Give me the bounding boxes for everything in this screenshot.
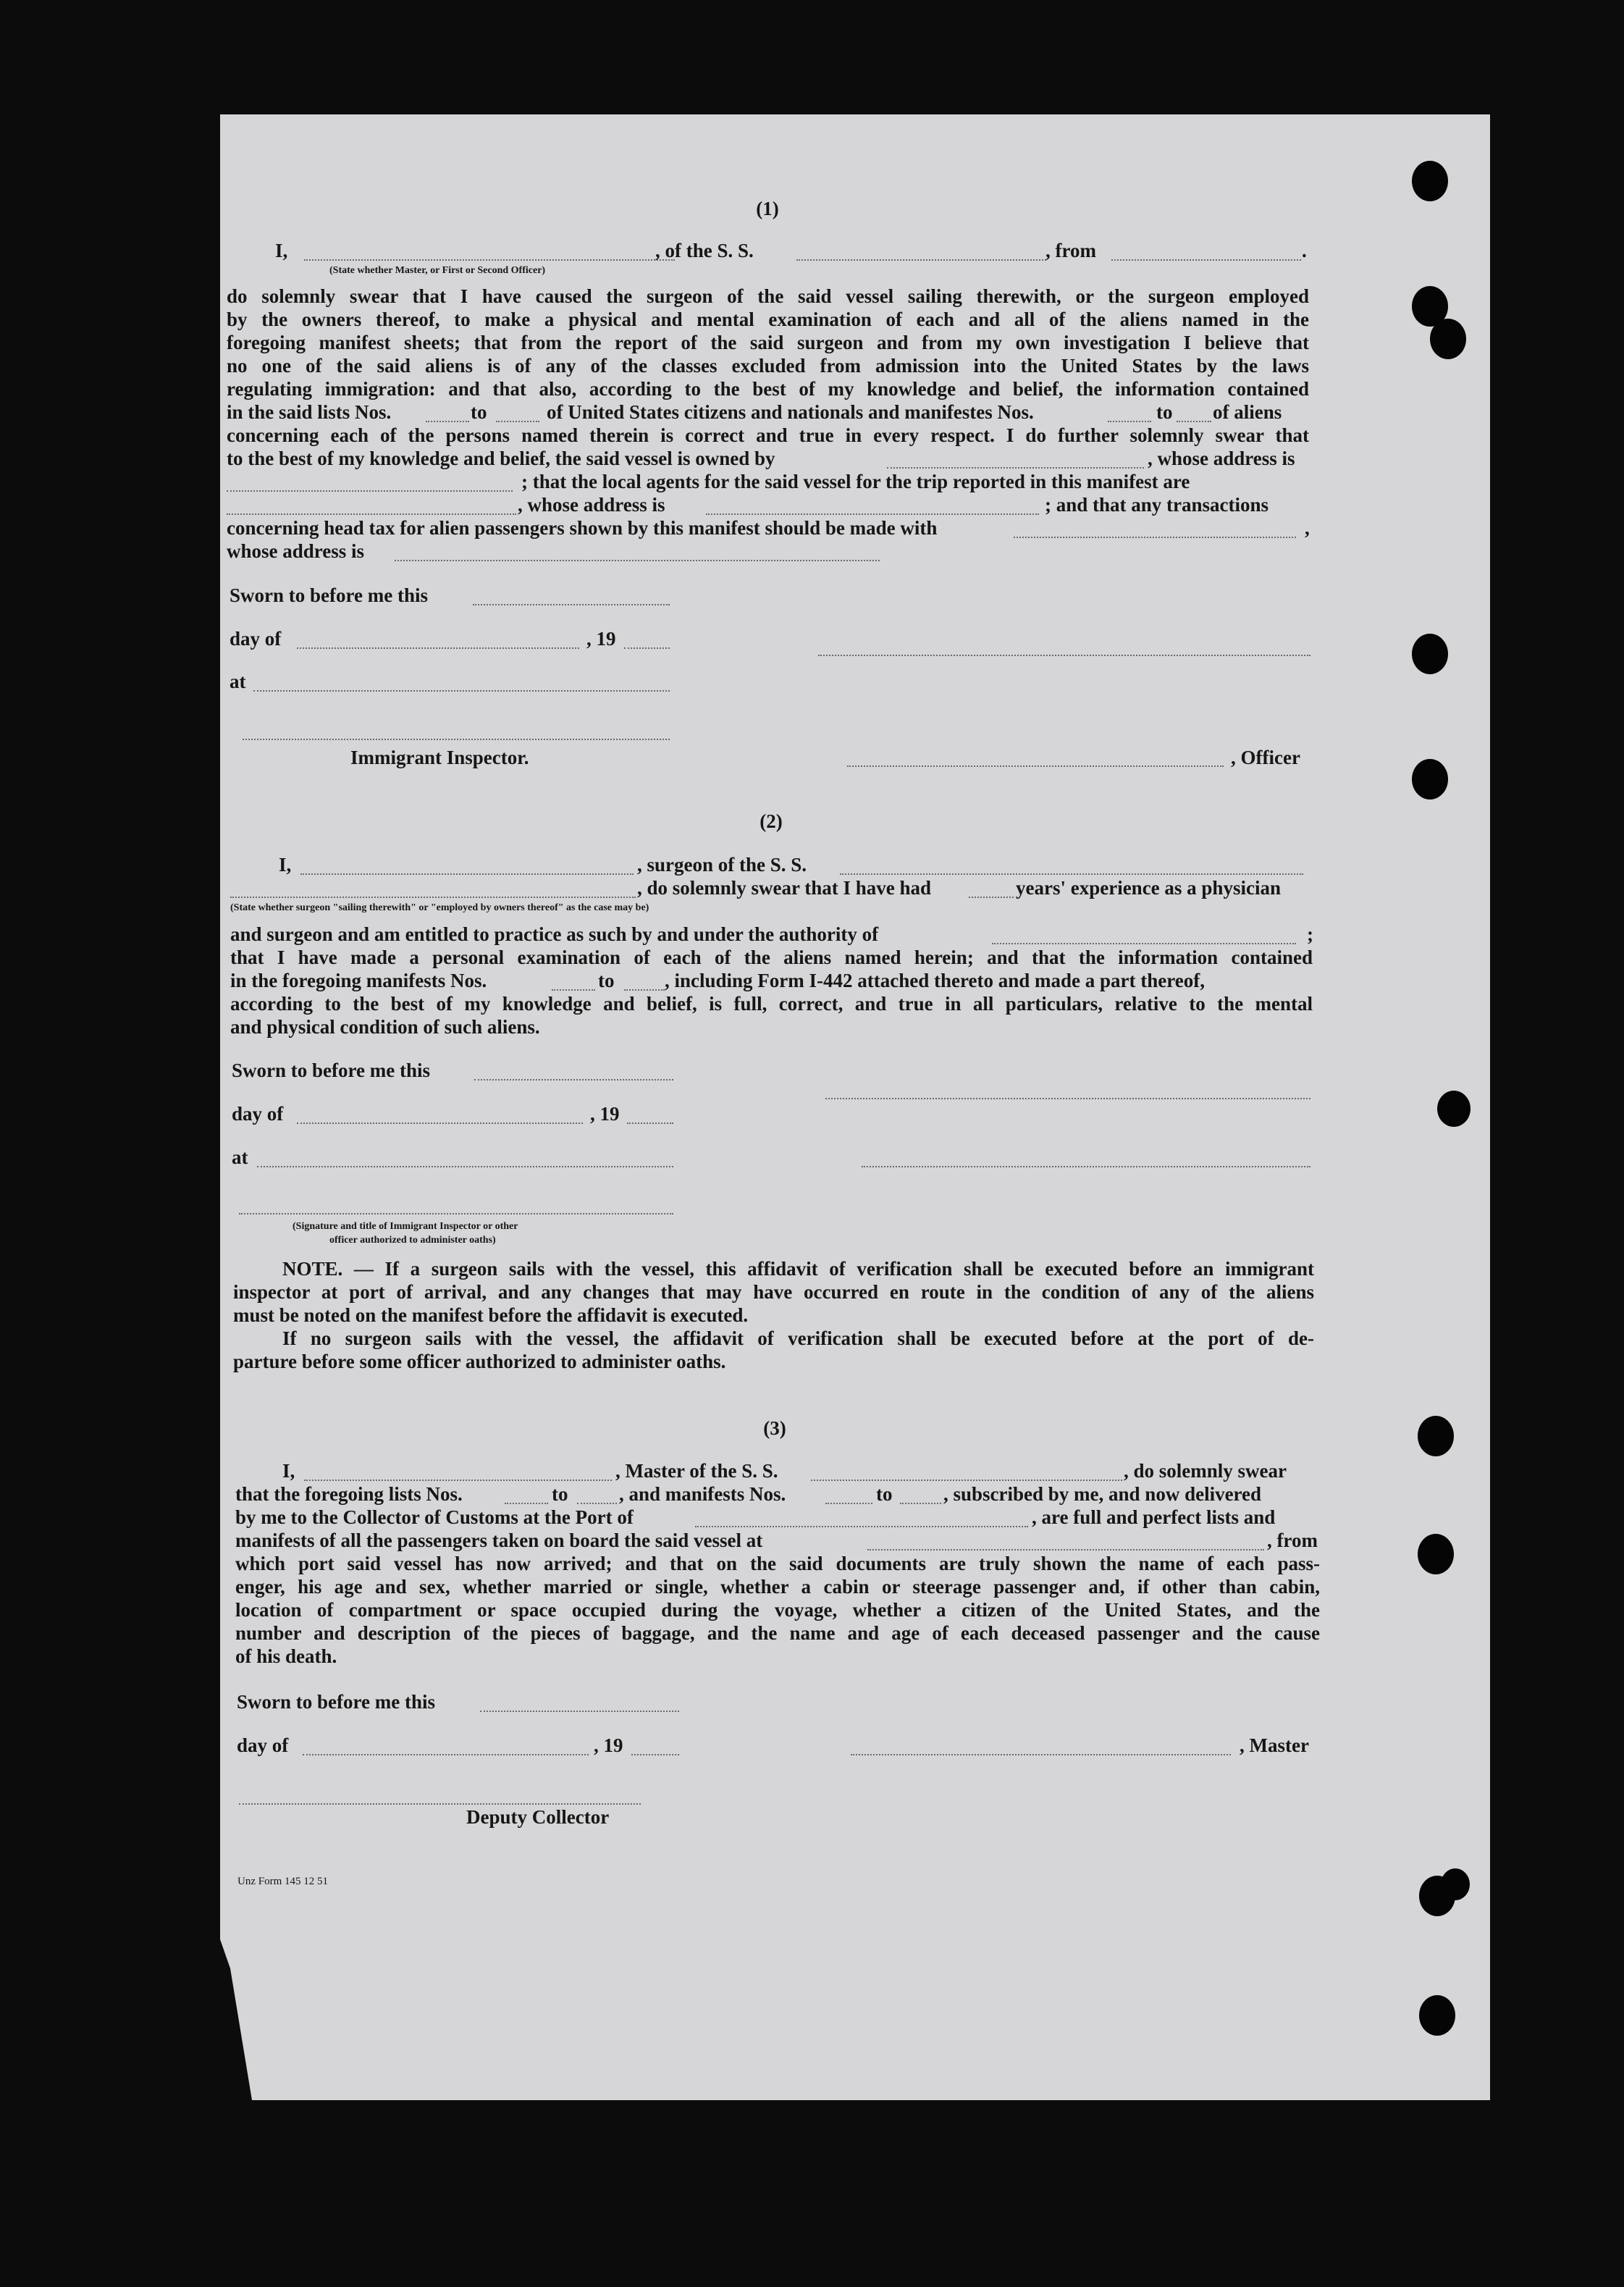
section-1-body: do solemnly swear that I have caused the surgeon of the said vessel sailing therewith, or the surgeon employed by the owners thereof, to make a physical and mental examination of each and all of the aliens named in the foregoing manifest sheets; that from the report of the said surgeon and from my own investigation I believe that no one of the said aliens is of any of the classes excluded from admission into the United States by the laws regulating immigration: and that also, according to the best of my knowledge and belief, the information contained xyxy=(227,285,1309,400)
binder-hole xyxy=(1412,634,1448,674)
sworn-day-field-2[interactable] xyxy=(474,1079,673,1080)
sworn-day-field-1[interactable] xyxy=(473,604,670,605)
deputy-collector-label: Deputy Collector xyxy=(466,1806,610,1828)
section-2-semicolon: ; xyxy=(1307,923,1313,945)
section-1-year-label: , 19 xyxy=(586,628,616,650)
section-1-line7: concerning each of the persons named therein is correct and true in every respect. I do further solemnly swear that xyxy=(227,424,1309,446)
section-1-lists-label: in the said lists Nos. xyxy=(227,401,392,423)
inspector-signature-line-2[interactable] xyxy=(239,1213,673,1214)
surgeon-manifests-to-field[interactable] xyxy=(624,989,665,991)
sworn-day-field-3[interactable] xyxy=(480,1711,679,1712)
section-3-master-label: , Master of the S. S. xyxy=(615,1460,778,1482)
section-3-swear-label: , do solemnly swear xyxy=(1124,1460,1287,1482)
section-1-manifests-to: to xyxy=(1156,401,1173,423)
surgeon-ship-field[interactable] xyxy=(840,873,1303,875)
section-1-comma: , xyxy=(1305,517,1310,539)
section-3-manifests-to: to xyxy=(876,1483,893,1505)
section-2-heading: (2) xyxy=(760,810,783,832)
surgeon-manifests-from-field[interactable] xyxy=(552,989,595,991)
section-2-authority-label: and surgeon and am entitled to practice as such by and under the authority of xyxy=(230,923,879,945)
master-lists-from-field[interactable] xyxy=(505,1503,548,1504)
section-3-heading: (3) xyxy=(763,1417,786,1439)
binder-hole xyxy=(1419,1995,1455,2036)
section-3-vessel-label: manifests of all the passengers taken on board the said vessel at xyxy=(235,1529,763,1551)
section-3-i: I, xyxy=(282,1460,295,1482)
head-tax-contact-field[interactable] xyxy=(1014,537,1296,538)
section-1-line1-period: . xyxy=(1302,240,1307,261)
inspector-signature-line-1[interactable] xyxy=(243,739,670,740)
sworn-place-field-1[interactable] xyxy=(253,690,670,692)
section-1-agents-label: ; that the local agents for the said vessel for the trip reported in this manifest are xyxy=(521,471,1190,492)
section-2-experience-label: years' experience as a physician xyxy=(1016,877,1281,899)
section-1-heading: (1) xyxy=(756,198,779,219)
manifests-to-field[interactable] xyxy=(1177,421,1211,422)
section-1-transactions-label: ; and that any transactions xyxy=(1045,494,1269,516)
signature-caption-2: officer authorized to administer oaths) xyxy=(329,1235,496,1246)
master-manifests-from-field[interactable] xyxy=(825,1503,872,1504)
section-3-lists-to: to xyxy=(552,1483,568,1505)
master-ship-field[interactable] xyxy=(811,1480,1122,1481)
section-2-day-label: day of xyxy=(232,1103,284,1125)
ship-name-field[interactable] xyxy=(796,259,1046,261)
section-1-lists-to: to xyxy=(471,401,487,423)
binder-hole xyxy=(1418,1534,1454,1574)
section-2-form-label: , including Form I-442 attached thereto and made a part thereof, xyxy=(665,970,1205,991)
sworn-year-field-2[interactable] xyxy=(627,1122,673,1124)
binder-hole xyxy=(1412,759,1448,800)
section-2-at-label: at xyxy=(232,1146,248,1168)
section-1-line1-i: I, xyxy=(275,240,288,261)
section-2-year-label: , 19 xyxy=(590,1103,620,1125)
manifests-from-field[interactable] xyxy=(1108,421,1151,422)
section-1-whose-address-label: whose address is xyxy=(227,540,365,562)
section-1-head-tax-label: concerning head tax for alien passengers shown by this manifest should be made with xyxy=(227,517,938,539)
section-1-agents-address-label: , whose address is xyxy=(518,494,665,516)
section-1-line1-ss: , of the S. S. xyxy=(655,240,754,261)
section-3-from-label: , from xyxy=(1267,1529,1318,1551)
master-signature-line-1[interactable] xyxy=(818,655,1310,656)
binder-hole xyxy=(1430,319,1466,359)
section-3-port-label: by me to the Collector of Customs at the Port of xyxy=(235,1506,634,1528)
section-3-sworn-label: Sworn to before me this xyxy=(237,1691,435,1713)
surgeon-extra-line[interactable] xyxy=(862,1166,1310,1167)
section-1-line1-from: , from xyxy=(1045,240,1096,261)
section-2-line5: and physical condition of such aliens. xyxy=(230,1016,540,1038)
binder-hole xyxy=(1441,1868,1470,1900)
binder-hole xyxy=(1437,1091,1471,1127)
head-tax-address-field[interactable] xyxy=(395,560,880,561)
section-2-surgeon-label: , surgeon of the S. S. xyxy=(637,854,807,876)
section-2-line4: according to the best of my knowledge and belief, is full, correct, and true in all particulars, relative to the mental xyxy=(230,993,1313,1015)
sworn-month-field-1[interactable] xyxy=(297,647,579,649)
sworn-year-field-1[interactable] xyxy=(624,647,670,649)
departure-port-field[interactable] xyxy=(867,1549,1264,1550)
form-number: Unz Form 145 12 51 xyxy=(237,1876,328,1887)
section-1-aliens-label: of aliens xyxy=(1213,401,1282,423)
note-block: NOTE. — If a surgeon sails with the vessel, this affidavit of verification shall be executed before an immigrant inspector at port of arrival, and any changes that may have occurred en route in the condition of any of the aliens must be noted on the manifest before the affidavit is executed. If no surgeon sails with the vessel, the affidavit of verification shall be executed before at the port of de- parture before some officer authorized to administer oaths. xyxy=(233,1258,1314,1372)
section-1-officer-note: (State whether Master, or First or Second Officer) xyxy=(329,265,546,276)
sworn-year-field-3[interactable] xyxy=(631,1754,679,1755)
surgeon-name-field[interactable] xyxy=(300,873,634,875)
lists-to-field[interactable] xyxy=(496,421,539,422)
owner-address-field[interactable] xyxy=(227,490,513,492)
from-port-field[interactable] xyxy=(1111,259,1301,261)
master-label: , Master xyxy=(1240,1734,1309,1756)
section-2-i: I, xyxy=(279,854,292,876)
immigrant-inspector-label: Immigrant Inspector. xyxy=(350,747,529,768)
section-2-line2: that I have made a personal examination of each of the aliens named herein; and that the information contained xyxy=(230,947,1313,968)
section-2-surgeon-note: (State whether surgeon "sailing therewith" or "employed by owners thereof" as the case may be) xyxy=(230,902,649,913)
section-3-manifests-label: , and manifests Nos. xyxy=(619,1483,786,1505)
agents-address-field[interactable] xyxy=(706,513,1039,515)
authority-field[interactable] xyxy=(992,943,1296,944)
section-3-lists-label: that the foregoing lists Nos. xyxy=(235,1483,463,1505)
surgeon-capacity-field[interactable] xyxy=(230,897,636,898)
collector-signature-line[interactable] xyxy=(239,1803,641,1805)
master-officer-field[interactable] xyxy=(304,259,675,261)
section-2-sworn-label: Sworn to before me this xyxy=(232,1059,430,1081)
sworn-place-field-2[interactable] xyxy=(257,1166,673,1167)
section-1-at-label: at xyxy=(230,671,246,692)
section-3-delivered-label: , subscribed by me, and now delivered xyxy=(943,1483,1262,1505)
master-signature-line-3[interactable] xyxy=(851,1754,1231,1755)
section-1-day-label: day of xyxy=(230,628,282,650)
surgeon-signature-line[interactable] xyxy=(825,1098,1310,1099)
section-1-owned-label: to the best of my knowledge and belief, the said vessel is owned by xyxy=(227,448,775,469)
section-2-swear-label: , do solemnly swear that I have had xyxy=(637,877,932,899)
section-3-body: which port said vessel has now arrived; and that on the said documents are truly shown the name of each pass- enger, his age and sex, whether married or single, whether a cabin or steerage passenger and, if other than cabin, location of compartment or space occupied during the voyage, whether a citizen of the United States, and the number and description of the pieces of baggage, and the name and age of each deceased passenger and the cause of his death. xyxy=(235,1553,1320,1667)
master-manifests-to-field[interactable] xyxy=(900,1503,941,1504)
agents-field[interactable] xyxy=(227,513,516,515)
section-3-day-label: day of xyxy=(237,1734,289,1756)
section-1-citizens-label: of United States citizens and nationals and manifestes Nos. xyxy=(547,401,1034,423)
lists-from-field[interactable] xyxy=(426,421,469,422)
section-3-full-lists-label: , are full and perfect lists and xyxy=(1032,1506,1276,1528)
section-3-year-label: , 19 xyxy=(594,1734,623,1756)
section-1-owner-address-label: , whose address is xyxy=(1148,448,1295,469)
owner-field[interactable] xyxy=(887,467,1144,469)
master-name-field[interactable] xyxy=(304,1480,612,1481)
section-2-manifests-to: to xyxy=(598,970,615,991)
years-experience-field[interactable] xyxy=(969,897,1014,898)
officer-signature-line[interactable] xyxy=(847,765,1224,767)
section-2-manifests-label: in the foregoing manifests Nos. xyxy=(230,970,487,991)
sworn-month-field-2[interactable] xyxy=(297,1122,583,1124)
master-lists-to-field[interactable] xyxy=(577,1503,617,1504)
binder-hole xyxy=(1418,1416,1454,1456)
signature-caption-1: (Signature and title of Immigrant Inspector or other xyxy=(293,1221,518,1232)
binder-hole xyxy=(1412,161,1448,201)
officer-label: , Officer xyxy=(1231,747,1300,768)
sworn-month-field-3[interactable] xyxy=(303,1754,589,1755)
port-of-field[interactable] xyxy=(695,1526,1028,1527)
section-1-sworn-label: Sworn to before me this xyxy=(230,584,428,606)
